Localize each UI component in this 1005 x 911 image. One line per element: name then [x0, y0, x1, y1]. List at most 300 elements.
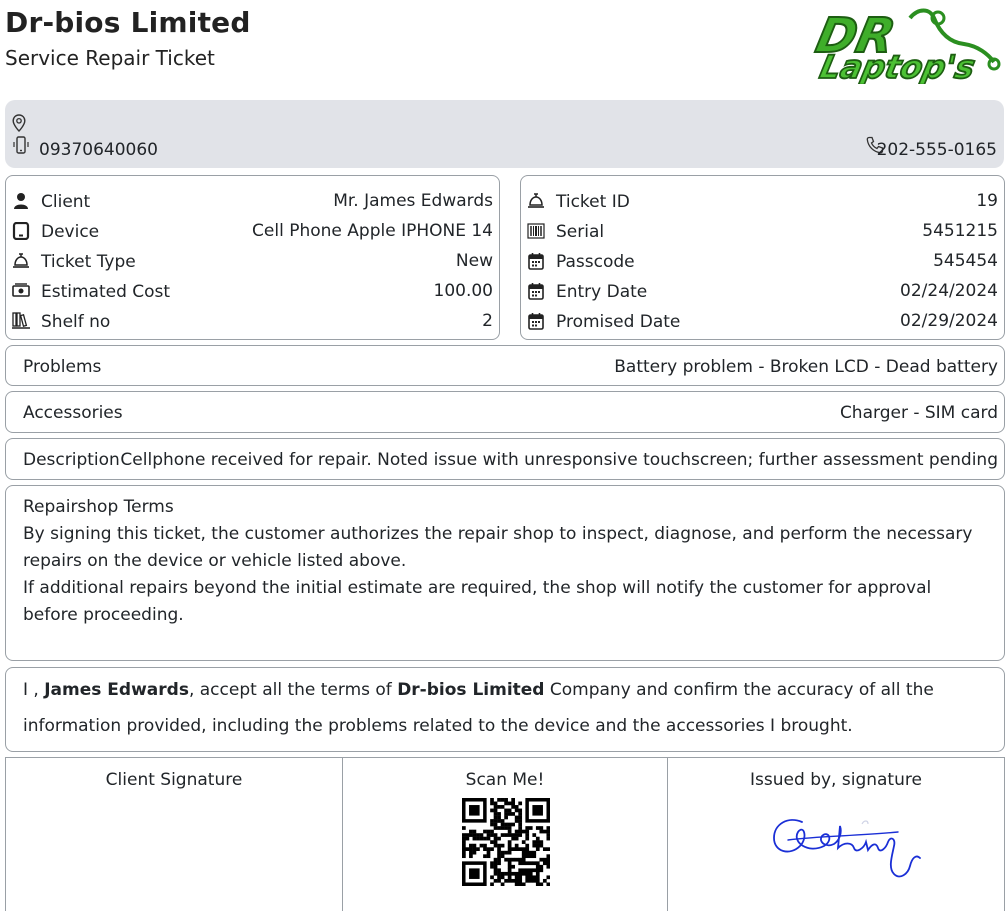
qr-module — [494, 865, 498, 869]
qr-module — [483, 830, 487, 834]
info-value: 5451215 — [922, 221, 998, 241]
qr-module — [539, 844, 543, 848]
qr-module — [504, 798, 508, 802]
qr-module — [529, 826, 533, 830]
info-row-shelf — [6, 308, 499, 338]
qr-module — [490, 833, 494, 837]
info-label: Client — [41, 192, 91, 212]
qr-module — [497, 826, 501, 830]
qr-module — [487, 847, 491, 851]
qr-module — [497, 851, 501, 855]
qr-module — [508, 823, 512, 827]
service-bell-icon — [12, 252, 30, 270]
qr-module — [497, 854, 501, 858]
barcode-icon — [527, 222, 545, 240]
qr-module — [546, 858, 550, 862]
qr-module — [508, 851, 512, 855]
qr-module — [532, 879, 536, 883]
accessories-value: Charger - SIM card — [839, 403, 998, 423]
qr-module — [511, 847, 515, 851]
qr-module — [469, 854, 473, 858]
qr-module — [497, 875, 501, 879]
tablet-device-icon — [12, 222, 30, 240]
qr-module — [466, 847, 470, 851]
qr-module — [518, 875, 522, 879]
qr-module — [522, 830, 526, 834]
qr-module — [508, 840, 512, 844]
logo-text-bottom: Laptop's — [816, 48, 979, 84]
qr-module — [546, 865, 550, 869]
qr-module — [529, 868, 533, 872]
qr-module — [476, 837, 480, 841]
qr-module — [469, 805, 480, 816]
qr-module — [515, 819, 519, 823]
qr-module — [469, 847, 473, 851]
qr-module — [522, 872, 526, 876]
calendar-icon — [527, 312, 545, 330]
qr-module — [462, 840, 466, 844]
cash-icon — [12, 282, 30, 300]
qr-module — [494, 812, 498, 816]
qr-module — [508, 809, 512, 813]
qr-module — [511, 865, 515, 869]
qr-module — [511, 833, 515, 837]
qr-module — [497, 868, 501, 872]
problems-row — [5, 345, 1005, 386]
qr-module — [501, 826, 505, 830]
qr-module — [536, 844, 540, 848]
qr-module — [518, 847, 522, 851]
qr-module — [515, 816, 519, 820]
qr-module — [462, 854, 466, 858]
qr-module — [508, 872, 512, 876]
qr-module — [473, 847, 477, 851]
qr-module — [473, 851, 477, 855]
qr-module — [508, 802, 512, 806]
qr-module — [536, 837, 540, 841]
qr-module — [504, 823, 508, 827]
qr-module — [522, 868, 526, 872]
problems-value: Battery problem - Broken LCD - Dead battery — [614, 357, 998, 377]
qr-module — [532, 805, 543, 816]
qr-module — [532, 844, 536, 848]
qr-module — [494, 844, 498, 848]
info-row-ticket-type — [6, 248, 499, 278]
qr-module — [511, 872, 515, 876]
qr-module — [497, 816, 501, 820]
info-label: Promised Date — [556, 312, 681, 332]
qr-module — [487, 837, 491, 841]
qr-module — [532, 868, 536, 872]
qr-module — [546, 861, 550, 865]
qr-module — [515, 809, 519, 813]
qr-module — [508, 865, 512, 869]
qr-module — [518, 823, 522, 827]
qr-module — [515, 858, 519, 862]
description-value: Cellphone received for repair. Noted issue with unresponsive touchscreen; further assessment pending — [120, 450, 998, 470]
qr-module — [504, 826, 508, 830]
qr-module — [518, 819, 522, 823]
qr-module — [462, 837, 466, 841]
calendar-icon — [527, 282, 545, 300]
qr-module — [532, 851, 536, 855]
qr-module — [543, 858, 547, 862]
qr-module — [518, 868, 522, 872]
qr-module — [515, 837, 519, 841]
qr-module — [494, 837, 498, 841]
qr-module — [536, 868, 540, 872]
person-icon — [12, 192, 30, 210]
company-name: Dr-bios Limited — [5, 6, 251, 39]
qr-module — [490, 861, 494, 865]
qr-module — [539, 840, 543, 844]
qr-module — [525, 826, 529, 830]
qr-module — [546, 875, 550, 879]
acceptance-client-name: James Edwards — [44, 680, 189, 700]
qr-module — [487, 833, 491, 837]
qr-module — [483, 837, 487, 841]
qr-module — [483, 847, 487, 851]
client-signature-box — [5, 757, 343, 911]
qr-module — [546, 833, 550, 837]
qr-module — [539, 826, 543, 830]
qr-module — [511, 837, 515, 841]
info-value: 02/29/2024 — [900, 311, 998, 331]
qr-module — [511, 802, 515, 806]
info-label: Device — [41, 222, 100, 242]
qr-module — [522, 854, 526, 858]
info-row-client — [6, 188, 499, 218]
qr-module — [539, 830, 543, 834]
qr-module — [473, 844, 477, 848]
qr-module — [532, 861, 536, 865]
qr-module — [543, 830, 547, 834]
qr-module — [480, 833, 484, 837]
qr-module — [501, 823, 505, 827]
qr-module — [525, 833, 529, 837]
qr-module — [522, 861, 526, 865]
info-row-entry-date — [521, 278, 1004, 308]
qr-module — [543, 879, 547, 883]
qr-module — [518, 833, 522, 837]
qr-module — [490, 875, 494, 879]
company-logo — [798, 4, 1004, 84]
qr-module — [462, 833, 466, 837]
qr-module — [462, 851, 466, 855]
description-row — [5, 438, 1005, 480]
qr-module — [501, 844, 505, 848]
qr-module — [511, 879, 515, 883]
info-row-estimated-cost — [6, 278, 499, 308]
qr-module — [536, 826, 540, 830]
qr-module — [497, 819, 501, 823]
qr-module — [501, 851, 505, 855]
qr-module — [529, 851, 533, 855]
qr-module — [497, 837, 501, 841]
qr-module — [487, 854, 491, 858]
qr-code[interactable] — [462, 798, 550, 886]
info-row-passcode — [521, 248, 1004, 278]
qr-module — [494, 819, 498, 823]
qr-module — [515, 830, 519, 834]
qr-module — [539, 865, 543, 869]
qr-module — [487, 830, 491, 834]
qr-module — [462, 826, 466, 830]
qr-module — [494, 833, 498, 837]
qr-module — [532, 833, 536, 837]
qr-module — [497, 879, 501, 883]
qr-module — [532, 875, 536, 879]
qr-module — [536, 872, 540, 876]
info-label: Serial — [556, 222, 605, 242]
qr-module — [525, 875, 529, 879]
qr-module — [536, 875, 540, 879]
qr-module — [501, 833, 505, 837]
qr-module — [525, 854, 529, 858]
acceptance-middle: , accept all the terms of — [188, 680, 398, 700]
qr-module — [469, 844, 473, 848]
ticket-subtitle: Service Repair Ticket — [5, 46, 215, 70]
qr-module — [529, 854, 533, 858]
qr-module — [511, 798, 515, 802]
qr-module — [518, 830, 522, 834]
ticket-info-panel — [520, 175, 1005, 340]
qr-module — [501, 798, 505, 802]
qr-module — [518, 816, 522, 820]
info-label: Entry Date — [556, 282, 648, 302]
qr-module — [515, 847, 519, 851]
qr-module — [529, 861, 533, 865]
acceptance-prefix: I , — [23, 680, 45, 700]
client-signature-label: Client Signature — [105, 770, 243, 790]
info-value: 02/24/2024 — [900, 281, 998, 301]
problems-label: Problems — [23, 357, 102, 377]
qr-module — [518, 826, 522, 830]
qr-module — [522, 851, 526, 855]
info-row-promised-date — [521, 308, 1004, 338]
qr-module — [504, 858, 508, 862]
qr-module — [501, 872, 505, 876]
qr-module — [487, 851, 491, 855]
qr-module — [473, 830, 477, 834]
qr-module — [501, 819, 505, 823]
info-value: 100.00 — [433, 281, 493, 301]
qr-module — [469, 830, 473, 834]
info-row-serial — [521, 218, 1004, 248]
info-label: Estimated Cost — [41, 282, 171, 302]
qr-module — [511, 805, 515, 809]
qr-module — [490, 865, 494, 869]
qr-module — [525, 837, 529, 841]
qr-module — [518, 858, 522, 862]
qr-module — [546, 847, 550, 851]
info-value: Mr. James Edwards — [333, 191, 493, 211]
qr-module — [515, 882, 519, 886]
qr-module — [494, 872, 498, 876]
qr-module — [529, 875, 533, 879]
qr-module — [476, 847, 480, 851]
qr-module — [476, 833, 480, 837]
qr-module — [504, 809, 508, 813]
qr-module — [511, 823, 515, 827]
qr-module — [536, 861, 540, 865]
qr-module — [525, 844, 529, 848]
qr-module — [518, 861, 522, 865]
info-value: 2 — [482, 311, 493, 331]
qr-module — [504, 851, 508, 855]
qr-module — [497, 812, 501, 816]
qr-module — [494, 840, 498, 844]
qr-module — [532, 854, 536, 858]
location-pin-icon — [12, 114, 26, 132]
qr-module — [518, 802, 522, 806]
qr-module — [525, 830, 529, 834]
qr-module — [539, 858, 543, 862]
info-value: 545454 — [933, 251, 998, 271]
qr-module — [543, 861, 547, 865]
qr-module — [543, 847, 547, 851]
qr-module — [497, 872, 501, 876]
terms-title: Repairshop Terms — [23, 497, 174, 517]
mobile-phone-icon — [13, 136, 29, 156]
qr-module — [501, 854, 505, 858]
scan-me-label: Scan Me! — [465, 770, 545, 790]
qr-module — [473, 833, 477, 837]
qr-module — [469, 851, 473, 855]
qr-module — [518, 812, 522, 816]
qr-module — [508, 844, 512, 848]
qr-module — [522, 840, 526, 844]
qr-module — [497, 844, 501, 848]
contact-bar — [5, 100, 1004, 168]
qr-module — [494, 879, 498, 883]
qr-module — [536, 882, 540, 886]
qr-module — [490, 882, 494, 886]
info-row-ticket-id — [521, 188, 1004, 218]
accessories-label: Accessories — [23, 403, 123, 423]
qr-module — [536, 840, 540, 844]
qr-module — [546, 854, 550, 858]
acceptance-statement — [5, 667, 1005, 752]
mobile-number: 09370640060 — [39, 140, 158, 160]
qr-module — [483, 854, 487, 858]
qr-module — [511, 812, 515, 816]
client-device-panel — [5, 175, 500, 340]
info-value: Cell Phone Apple IPHONE 14 — [252, 221, 493, 241]
shelf-icon — [12, 312, 30, 330]
qr-module — [494, 809, 498, 813]
qr-module — [497, 847, 501, 851]
qr-module — [518, 872, 522, 876]
qr-module — [497, 798, 501, 802]
qr-module — [473, 837, 477, 841]
acceptance-company: Dr-bios Limited — [397, 680, 545, 700]
qr-module — [504, 812, 508, 816]
qr-module — [490, 847, 494, 851]
qr-module — [536, 879, 540, 883]
qr-module — [508, 830, 512, 834]
qr-module — [490, 823, 494, 827]
logo-text-top: DR — [811, 8, 900, 64]
qr-module — [522, 858, 526, 862]
qr-module — [539, 882, 543, 886]
qr-module — [494, 823, 498, 827]
qr-module — [462, 847, 466, 851]
qr-module — [546, 830, 550, 834]
qr-module — [494, 868, 498, 872]
qr-module — [508, 833, 512, 837]
qr-module — [508, 879, 512, 883]
qr-module — [525, 847, 529, 851]
qr-module — [515, 875, 519, 879]
qr-module — [494, 816, 498, 820]
info-row-device — [6, 218, 499, 248]
qr-module — [504, 802, 508, 806]
qr-module — [508, 812, 512, 816]
qr-module — [511, 858, 515, 862]
qr-module — [508, 847, 512, 851]
terms-paragraph: If additional repairs beyond the initial estimate are required, the shop will notify the customer for approval before proceeding. — [23, 578, 932, 625]
qr-module — [515, 872, 519, 876]
qr-module — [546, 837, 550, 841]
qr-module — [529, 872, 533, 876]
qr-code-box — [342, 757, 668, 911]
qr-module — [490, 809, 494, 813]
qr-module — [515, 805, 519, 809]
qr-module — [508, 875, 512, 879]
qr-module — [469, 868, 480, 879]
qr-module — [497, 858, 501, 862]
qr-module — [494, 861, 498, 865]
acceptance-suffix: Company and confirm the accuracy of all the information provided, including the problems related to the device and the accessories I brought. — [23, 680, 934, 736]
qr-module — [490, 830, 494, 834]
qr-module — [546, 882, 550, 886]
qr-module — [494, 805, 498, 809]
calendar-icon — [527, 252, 545, 270]
service-bell-icon — [527, 192, 545, 210]
qr-module — [546, 826, 550, 830]
qr-module — [525, 879, 529, 883]
issued-by-label: Issued by, signature — [750, 770, 922, 790]
qr-module — [532, 840, 536, 844]
qr-module — [539, 868, 543, 872]
qr-module — [508, 858, 512, 862]
qr-module — [501, 882, 505, 886]
qr-module — [501, 875, 505, 879]
issuer-signature — [768, 802, 928, 884]
qr-module — [515, 844, 519, 848]
info-value: 19 — [976, 191, 998, 211]
qr-module — [497, 805, 501, 809]
qr-module — [504, 816, 508, 820]
qr-module — [525, 861, 529, 865]
qr-module — [518, 809, 522, 813]
qr-module — [525, 868, 529, 872]
qr-module — [508, 868, 512, 872]
description-label: Description — [23, 450, 120, 470]
issuer-signature-box — [667, 757, 1005, 911]
qr-module — [483, 844, 487, 848]
qr-module — [504, 872, 508, 876]
qr-module — [494, 826, 498, 830]
qr-module — [466, 833, 470, 837]
qr-module — [466, 837, 470, 841]
info-label: Ticket ID — [556, 192, 630, 212]
info-label: Shelf no — [41, 312, 111, 332]
qr-module — [494, 858, 498, 862]
info-label: Ticket Type — [41, 252, 136, 272]
qr-module — [504, 833, 508, 837]
